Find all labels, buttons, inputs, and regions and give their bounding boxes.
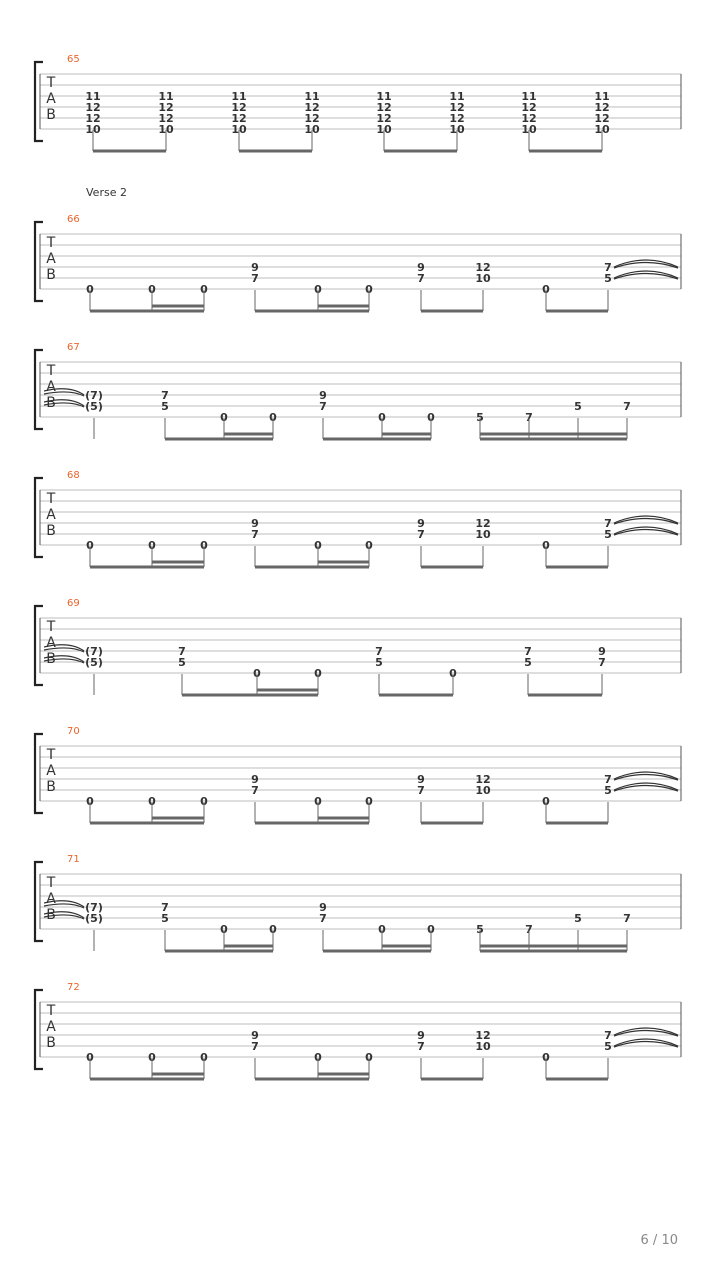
fret-number: 0 (269, 923, 277, 936)
tie-arc (614, 260, 678, 267)
fret-number: 5 (604, 528, 612, 541)
fret-number: 7 (525, 923, 533, 936)
fret-number: 5 (604, 1040, 612, 1053)
measure-number: 71 (67, 854, 80, 865)
fret-number: 0 (148, 283, 156, 296)
measure-number: 66 (67, 214, 80, 225)
fret-number: 7 (417, 1040, 425, 1053)
tab-clef-letter: B (46, 1035, 56, 1051)
measure-number: 72 (67, 982, 80, 993)
fret-number: 10 (475, 528, 491, 541)
fret-number: 10 (594, 123, 610, 136)
fret-number: 7 (524, 645, 532, 658)
fret-number: 0 (542, 539, 550, 552)
tie-arc (614, 1039, 678, 1046)
fret-number: 5 (178, 656, 186, 669)
fret-number: 12 (158, 112, 174, 125)
tab-clef-letter: T (46, 747, 56, 763)
fret-number: 12 (521, 101, 537, 114)
fret-number: 0 (542, 283, 550, 296)
fret-number: (7) (85, 901, 103, 914)
fret-number: (5) (85, 912, 103, 925)
fret-number: 9 (251, 773, 259, 786)
section-label: Verse 2 (86, 186, 127, 199)
fret-number: 0 (427, 923, 435, 936)
fret-number: 7 (417, 272, 425, 285)
fret-number: 0 (148, 539, 156, 552)
fret-number: (5) (85, 656, 103, 669)
tab-system (35, 854, 681, 951)
fret-number: (5) (85, 400, 103, 413)
fret-number: 7 (598, 656, 606, 669)
fret-number: 12 (475, 773, 491, 786)
fret-number: 9 (251, 261, 259, 274)
fret-number: 7 (604, 1029, 612, 1042)
tie-arc (614, 527, 678, 534)
fret-number: 10 (475, 272, 491, 285)
fret-number: 12 (449, 112, 465, 125)
fret-number: 12 (376, 112, 392, 125)
tab-clef-letter: B (46, 107, 56, 123)
fret-number: 7 (604, 773, 612, 786)
tab-clef-letter: T (46, 875, 56, 891)
tab-clef-letter: T (46, 75, 56, 91)
tab-clef-letter: B (46, 267, 56, 283)
fret-number: 7 (319, 912, 327, 925)
measure-number: 67 (67, 342, 80, 353)
fret-number: (7) (85, 645, 103, 658)
fret-number: 9 (598, 645, 606, 658)
fret-number: 5 (375, 656, 383, 669)
fret-number: 0 (200, 539, 208, 552)
tab-clef-letter: T (46, 491, 56, 507)
fret-number: 5 (574, 400, 582, 413)
tab-system (35, 726, 681, 823)
fret-number: 0 (314, 283, 322, 296)
fret-number: 10 (376, 123, 392, 136)
fret-number: 12 (475, 1029, 491, 1042)
fret-number: 7 (161, 901, 169, 914)
fret-number: 0 (200, 283, 208, 296)
tab-clef-letter: A (46, 379, 56, 395)
fret-number: 0 (449, 667, 457, 680)
fret-number: 5 (161, 912, 169, 925)
fret-number: (7) (85, 389, 103, 402)
tab-clef-letter: T (46, 235, 56, 251)
fret-number: 10 (449, 123, 465, 136)
fret-number: 7 (417, 784, 425, 797)
fret-number: 7 (251, 272, 259, 285)
fret-number: 0 (86, 283, 94, 296)
tie-arc (614, 772, 678, 779)
fret-number: 12 (376, 101, 392, 114)
fret-number: 9 (417, 773, 425, 786)
fret-number: 0 (378, 411, 386, 424)
fret-number: 0 (86, 539, 94, 552)
fret-number: 0 (200, 795, 208, 808)
fret-number: 7 (251, 1040, 259, 1053)
fret-number: 0 (148, 795, 156, 808)
fret-number: 5 (604, 784, 612, 797)
fret-number: 0 (314, 795, 322, 808)
fret-number: 11 (594, 90, 610, 103)
fret-number: 9 (417, 1029, 425, 1042)
fret-number: 10 (231, 123, 247, 136)
fret-number: 12 (594, 112, 610, 125)
fret-number: 0 (148, 1051, 156, 1064)
tie-arc (614, 271, 678, 278)
fret-number: 7 (623, 912, 631, 925)
fret-number: 10 (158, 123, 174, 136)
fret-number: 0 (365, 283, 373, 296)
fret-number: 5 (476, 923, 484, 936)
fret-number: 7 (525, 411, 533, 424)
fret-number: 12 (231, 101, 247, 114)
fret-number: 5 (161, 400, 169, 413)
fret-number: 0 (86, 1051, 94, 1064)
tab-system (35, 214, 681, 311)
tab-system (35, 982, 681, 1079)
tab-clef-letter: A (46, 91, 56, 107)
tab-clef-letter: A (46, 891, 56, 907)
fret-number: 7 (375, 645, 383, 658)
fret-number: 11 (376, 90, 392, 103)
fret-number: 7 (604, 517, 612, 530)
fret-number: 11 (521, 90, 537, 103)
tab-system (35, 598, 681, 695)
fret-number: 10 (304, 123, 320, 136)
fret-number: 7 (251, 784, 259, 797)
measure-number: 69 (67, 598, 80, 609)
tie-arc (614, 1028, 678, 1035)
fret-number: 12 (521, 112, 537, 125)
fret-number: 7 (161, 389, 169, 402)
fret-number: 12 (475, 261, 491, 274)
fret-number: 7 (251, 528, 259, 541)
fret-number: 12 (85, 112, 101, 125)
tab-clef-letter: A (46, 251, 56, 267)
tab-clef-letter: T (46, 619, 56, 635)
fret-number: 7 (178, 645, 186, 658)
tab-clef-letter: A (46, 763, 56, 779)
tab-clef-letter: T (46, 363, 56, 379)
fret-number: 12 (304, 101, 320, 114)
fret-number: 0 (427, 411, 435, 424)
fret-number: 0 (365, 1051, 373, 1064)
fret-number: 7 (319, 400, 327, 413)
fret-number: 12 (449, 101, 465, 114)
fret-number: 5 (524, 656, 532, 669)
fret-number: 12 (475, 517, 491, 530)
fret-number: 0 (86, 795, 94, 808)
tab-clef-letter: A (46, 1019, 56, 1035)
tie-arc (614, 516, 678, 523)
fret-number: 0 (365, 539, 373, 552)
fret-number: 11 (304, 90, 320, 103)
fret-number: 0 (220, 923, 228, 936)
measure-number: 70 (67, 726, 80, 737)
fret-number: 12 (158, 101, 174, 114)
tab-clef-letter: B (46, 907, 56, 923)
fret-number: 11 (231, 90, 247, 103)
tab-clef-letter: B (46, 779, 56, 795)
fret-number: 0 (314, 539, 322, 552)
fret-number: 0 (253, 667, 261, 680)
fret-number: 9 (319, 901, 327, 914)
tie-arc (614, 783, 678, 790)
fret-number: 10 (521, 123, 537, 136)
fret-number: 9 (251, 1029, 259, 1042)
fret-number: 0 (200, 1051, 208, 1064)
tab-clef-letter: B (46, 651, 56, 667)
fret-number: 11 (85, 90, 101, 103)
fret-number: 11 (449, 90, 465, 103)
fret-number: 0 (314, 1051, 322, 1064)
fret-number: 12 (594, 101, 610, 114)
measure-number: 68 (67, 470, 80, 481)
fret-number: 0 (542, 1051, 550, 1064)
fret-number: 7 (604, 261, 612, 274)
fret-number: 9 (417, 517, 425, 530)
tab-clef-letter: A (46, 635, 56, 651)
fret-number: 9 (251, 517, 259, 530)
tab-clef-letter: A (46, 507, 56, 523)
fret-number: 5 (604, 272, 612, 285)
measure-number: 65 (67, 54, 80, 65)
tab-system (35, 470, 681, 567)
fret-number: 0 (542, 795, 550, 808)
fret-number: 5 (476, 411, 484, 424)
fret-number: 0 (365, 795, 373, 808)
fret-number: 0 (269, 411, 277, 424)
tab-clef-letter: B (46, 395, 56, 411)
page-number: 6 / 10 (640, 1233, 678, 1248)
fret-number: 11 (158, 90, 174, 103)
fret-number: 12 (304, 112, 320, 125)
fret-number: 7 (417, 528, 425, 541)
tab-system (35, 342, 681, 439)
fret-number: 12 (85, 101, 101, 114)
tab-clef-letter: B (46, 523, 56, 539)
fret-number: 0 (378, 923, 386, 936)
fret-number: 10 (85, 123, 101, 136)
tab-system (35, 54, 681, 151)
fret-number: 5 (574, 912, 582, 925)
fret-number: 10 (475, 1040, 491, 1053)
fret-number: 0 (220, 411, 228, 424)
fret-number: 12 (231, 112, 247, 125)
fret-number: 7 (623, 400, 631, 413)
fret-number: 9 (417, 261, 425, 274)
fret-number: 9 (319, 389, 327, 402)
tab-clef-letter: T (46, 1003, 56, 1019)
fret-number: 10 (475, 784, 491, 797)
fret-number: 0 (314, 667, 322, 680)
